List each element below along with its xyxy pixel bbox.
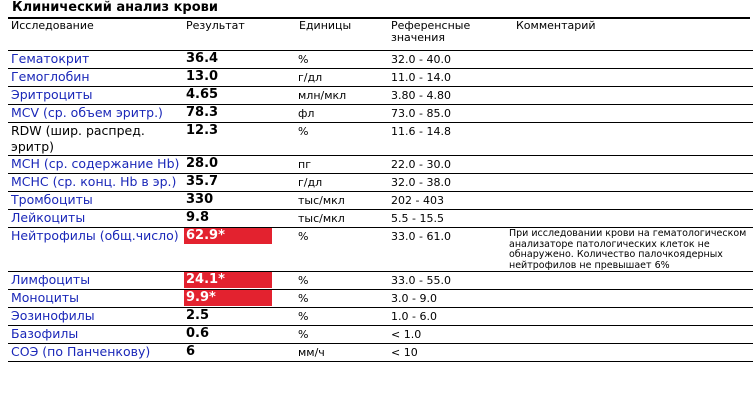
table-row — [8, 290, 753, 308]
result-value: 0.6 — [186, 326, 210, 341]
column-header-units: Единицы — [299, 19, 352, 32]
test-name-link[interactable]: Лейкоциты — [11, 210, 86, 225]
test-name-link[interactable]: Тромбоциты — [11, 192, 93, 207]
units-value: тыс/мкл — [298, 212, 345, 225]
units-value: млн/мкл — [298, 89, 347, 102]
test-name-link[interactable]: Гемоглобин — [11, 69, 90, 84]
units-value: г/дл — [298, 71, 323, 84]
reference-range: 73.0 - 85.0 — [391, 107, 451, 120]
table-row — [8, 228, 753, 272]
column-header-study: Исследование — [11, 19, 94, 32]
result-value: 330 — [186, 192, 214, 207]
table-row — [8, 123, 753, 156]
test-name: RDW (шир. распред. эритр) — [11, 123, 145, 154]
reference-range: 32.0 - 38.0 — [391, 176, 451, 189]
units-value: фл — [298, 107, 315, 120]
reference-range: 11.6 - 14.8 — [391, 125, 451, 138]
table-row — [8, 308, 753, 326]
reference-range: < 1.0 — [391, 328, 422, 341]
reference-range: 3.0 - 9.0 — [391, 292, 437, 305]
result-value: 35.7 — [186, 174, 219, 189]
title-divider — [8, 17, 750, 19]
result-value: 28.0 — [186, 156, 219, 171]
column-header-result: Результат — [186, 19, 245, 32]
table-row — [8, 87, 753, 105]
table-row — [8, 174, 753, 192]
result-value-flagged: 24.1* — [184, 272, 272, 288]
test-name-link[interactable]: СОЭ (по Панченкову) — [11, 344, 151, 359]
test-name-link[interactable]: Базофилы — [11, 326, 79, 341]
units-value: % — [298, 292, 309, 305]
table-row — [8, 210, 753, 228]
table-row — [8, 344, 753, 362]
table-row — [8, 105, 753, 123]
units-value: % — [298, 328, 309, 341]
test-name-link[interactable]: Эозинофилы — [11, 308, 95, 323]
table-row — [8, 272, 753, 290]
result-value: 78.3 — [186, 105, 219, 120]
results-table — [8, 50, 753, 362]
table-row — [8, 51, 753, 69]
test-name-link[interactable]: Нейтрофилы (общ.число) — [11, 228, 179, 243]
reference-range: 1.0 - 6.0 — [391, 310, 437, 323]
table-row — [8, 326, 753, 344]
test-name-link[interactable]: MCH (ср. содержание Hb) — [11, 156, 180, 171]
reference-range: 11.0 - 14.0 — [391, 71, 451, 84]
units-value: % — [298, 230, 309, 243]
result-value: 2.5 — [186, 308, 210, 323]
test-name-link[interactable]: Моноциты — [11, 290, 80, 305]
column-header-reference: Референсные значения — [391, 19, 471, 44]
units-value: % — [298, 53, 309, 66]
test-name-link[interactable]: MCV (ср. объем эритр.) — [11, 105, 163, 120]
table-row — [8, 192, 753, 210]
table-row — [8, 69, 753, 87]
units-value: пг — [298, 158, 311, 171]
test-name-link[interactable]: Лимфоциты — [11, 272, 91, 287]
units-value: мм/ч — [298, 346, 325, 359]
units-value: % — [298, 310, 309, 323]
result-value: 6 — [186, 344, 196, 359]
result-value: 4.65 — [186, 87, 219, 102]
result-value-flagged: 9.9* — [184, 290, 272, 306]
reference-range: 202 - 403 — [391, 194, 444, 207]
test-name-link[interactable]: Гематокрит — [11, 51, 90, 66]
reference-range: < 10 — [391, 346, 418, 359]
reference-range: 5.5 - 15.5 — [391, 212, 444, 225]
reference-range: 22.0 - 30.0 — [391, 158, 451, 171]
result-value: 12.3 — [186, 123, 219, 138]
comment-text: При исследовании крови на гематологическом анализаторе патологических клеток не обнаружено. Количество палочкоядерных нейтрофилов не превышает 6% — [509, 228, 747, 271]
result-value-flagged: 62.9* — [184, 228, 272, 244]
units-value: г/дл — [298, 176, 323, 189]
result-value: 9.8 — [186, 210, 210, 225]
units-value: % — [298, 125, 309, 138]
reference-range: 33.0 - 61.0 — [391, 230, 451, 243]
result-value: 13.0 — [186, 69, 219, 84]
units-value: тыс/мкл — [298, 194, 345, 207]
result-value: 36.4 — [186, 51, 219, 66]
reference-range: 33.0 - 55.0 — [391, 274, 451, 287]
reference-range: 32.0 - 40.0 — [391, 53, 451, 66]
test-name-link[interactable]: MCHC (ср. конц. Hb в эр.) — [11, 174, 177, 189]
column-header-comment: Комментарий — [516, 19, 596, 32]
units-value: % — [298, 274, 309, 287]
table-row — [8, 156, 753, 174]
page-title: Клинический анализ крови — [12, 0, 218, 15]
test-name-link[interactable]: Эритроциты — [11, 87, 93, 102]
reference-range: 3.80 - 4.80 — [391, 89, 451, 102]
